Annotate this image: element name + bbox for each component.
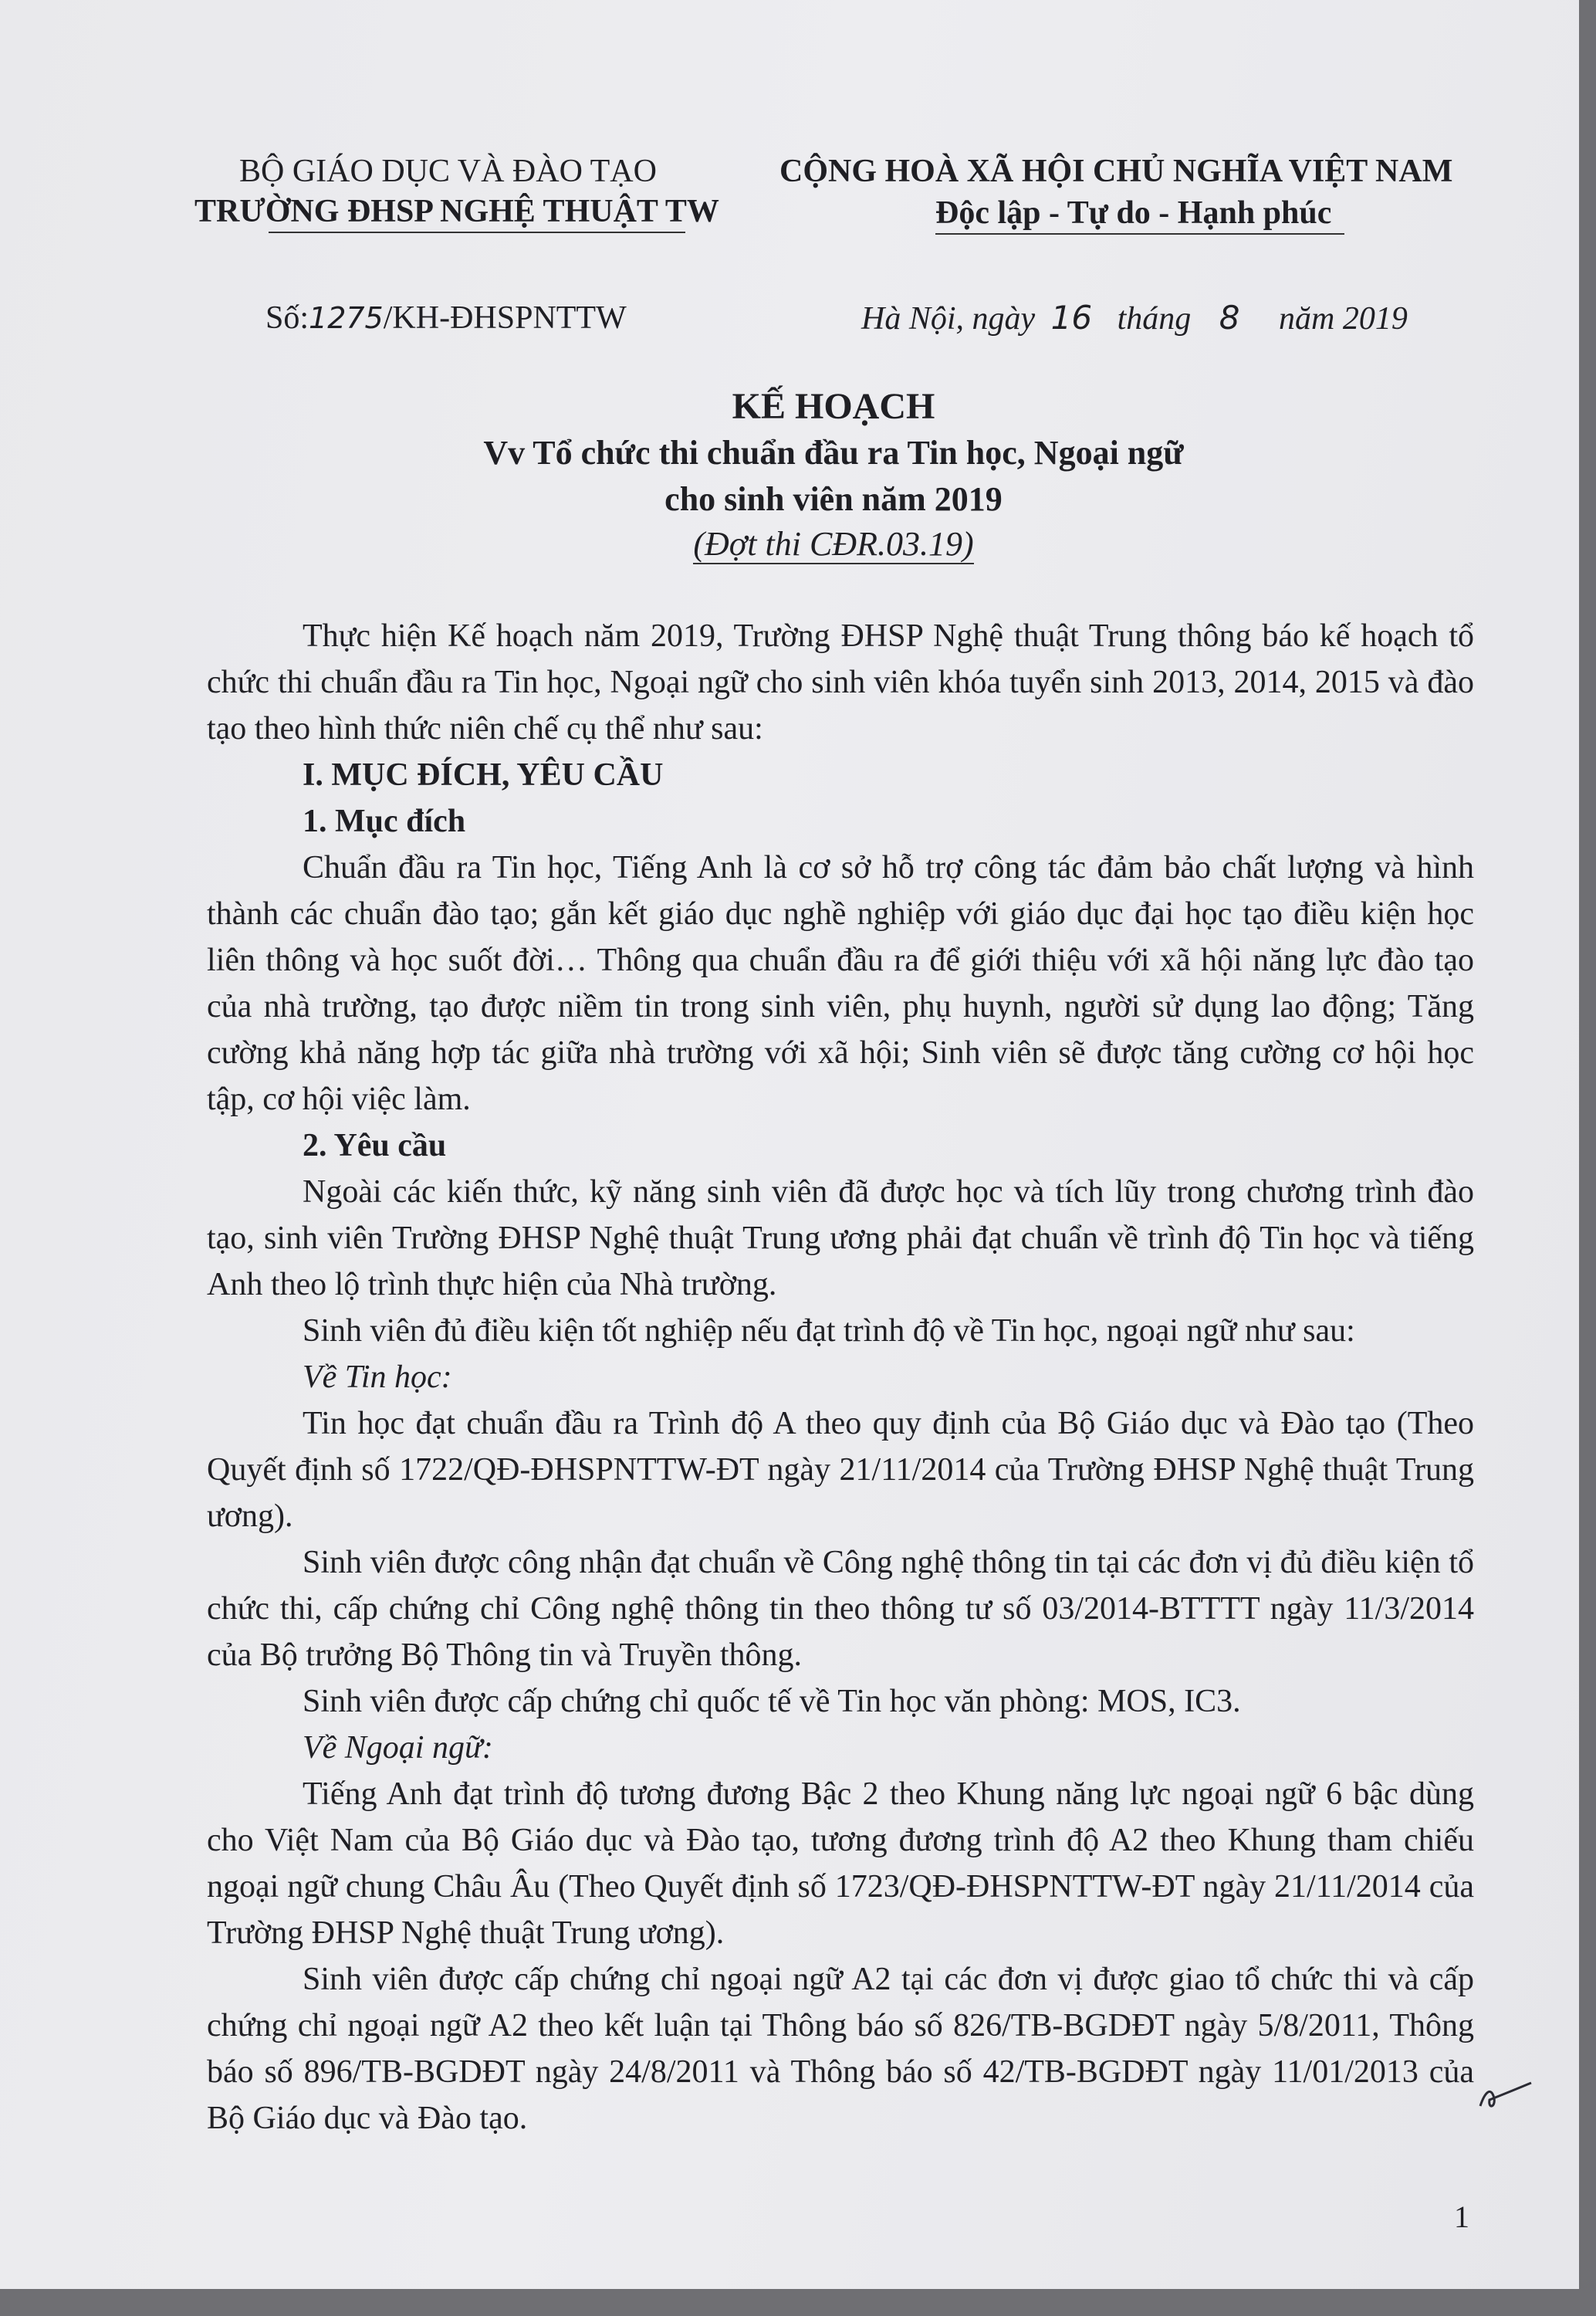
number-suffix: /KH-ĐHSPNTTW <box>383 300 627 336</box>
republic-name: CỘNG HOÀ XÃ HỘI CHỦ NGHĨA VIỆT NAM <box>779 154 1453 189</box>
document-subject: Vv Tổ chức thi chuẩn đầu ra Tin học, Ngoại ngữ <box>483 434 1184 472</box>
school-underline <box>269 232 685 233</box>
purpose-paragraph: Chuẩn đầu ra Tin học, Tiếng Anh là cơ sở hỗ trợ công tác đảm bảo chất lượng và hình thành các chuẩn đào tạo; gắn kết giáo dục nghề nghiệp với giáo dục đại học tạo điều kiện học liên thông và học suốt đời… Thông qua chuẩn đầu ra để giới thiệu với xã hội năng lực đào tạo của nhà trường, tạo được niềm tin trong sinh viên, phụ huynh, người sử dụng lao động; Tăng cường khả năng hợp tác giữa nhà trường với xã hội; Sinh viên sẽ được tăng cường cơ hội học tập, cơ hội việc làm. <box>207 850 1474 1117</box>
subsection-purpose: 1. Mục đích <box>303 804 466 839</box>
requirements-paragraph: Ngoài các kiến thức, kỹ năng sinh viên đã được học và tích lũy trong chương trình đào tạo, sinh viên Trường ĐHSP Nghệ thuật Trung ương phải đạt chuẩn về trình độ Tin học và tiếng Anh theo lộ trình thực hiện của Nhà trường. <box>207 1174 1474 1302</box>
number-label: Số: <box>265 300 309 336</box>
number-handwritten: 1275 <box>309 301 384 335</box>
motto-underline <box>935 233 1344 235</box>
date-year: năm 2019 <box>1279 301 1408 337</box>
language-paragraph-2: Sinh viên được cấp chứng chỉ ngoại ngữ A2 tại các đơn vị được giao tổ chức thi và cấp chứng chỉ ngoại ngữ A2 theo kết luận tại Thông báo số 826/TB-BGDĐT ngày 5/8/2011, Thông báo số 896/TB-BGDĐT ngày 24/8/2011 và Thông báo số 42/TB-BGDĐT ngày 11/01/2013 của Bộ Giáo dục và Đào tạo. <box>207 1962 1474 2136</box>
it-paragraph-3: Sinh viên được cấp chứng chỉ quốc tế về Tin học văn phòng: MOS, IC3. <box>303 1684 1241 1719</box>
language-heading: Về Ngoại ngữ: <box>303 1730 493 1766</box>
intro-paragraph: Thực hiện Kế hoạch năm 2019, Trường ĐHSP Nghệ thuật Trung thông báo kế hoạch tổ chức thi chuẩn đầu ra Tin học, Ngoại ngữ cho sinh viên khóa tuyển sinh 2013, 2014, 2015 và đào tạo theo hình thức niên chế cụ thể như sau: <box>207 618 1474 747</box>
document-date <box>861 298 1408 339</box>
date-place: Hà Nội, ngày <box>861 301 1036 337</box>
it-paragraph-1: Tin học đạt chuẩn đầu ra Trình độ A theo quy định của Bộ Giáo dục và Đào tạo (Theo Quyết định số 1722/QĐ-ĐHSPNTTW-ĐT ngày 21/11/2014 của Trường ĐHSP Nghệ thuật Trung ương). <box>207 1406 1474 1534</box>
initial-stroke <box>1480 2083 1531 2106</box>
school-name: TRƯỜNG ĐHSP NGHỆ THUẬT TW <box>194 194 719 229</box>
document-title: KẾ HOẠCH <box>732 386 935 427</box>
ministry-name: BỘ GIÁO DỤC VÀ ĐÀO TẠO <box>239 154 657 189</box>
date-month: 8 <box>1219 299 1240 337</box>
graduation-condition: Sinh viên đủ điều kiện tốt nghiệp nếu đạt trình độ về Tin học, ngoại ngữ như sau: <box>303 1313 1355 1349</box>
language-paragraph-1: Tiếng Anh đạt trình độ tương đương Bậc 2 theo Khung năng lực ngoại ngữ 6 bậc dùng cho Việt Nam của Bộ Giáo dục và Đào tạo, tương đương trình độ A2 theo Khung tham chiếu ngoại ngữ chung Châu Âu (Theo Quyết định số 1723/QĐ-ĐHSPNTTW-ĐT ngày 21/11/2014 của Trường ĐHSP Nghệ thuật Trung ương). <box>207 1776 1474 1951</box>
document-number <box>265 298 627 338</box>
initial-mark <box>1474 2077 1536 2115</box>
section-heading: I. MỤC ĐÍCH, YÊU CẦU <box>303 757 664 793</box>
exam-batch-text: (Đợt thi CĐR.03.19) <box>693 525 974 563</box>
national-motto: Độc lập - Tự do - Hạnh phúc <box>935 195 1332 231</box>
it-heading: Về Tin học: <box>303 1359 452 1395</box>
date-month-label: tháng <box>1117 301 1192 337</box>
page-number: 1 <box>1454 2199 1469 2234</box>
document-subject-line2: cho sinh viên năm 2019 <box>664 480 1003 518</box>
exam-batch <box>340 522 1327 567</box>
it-paragraph-2: Sinh viên được công nhận đạt chuẩn về Công nghệ thông tin tại các đơn vị đủ điều kiện tổ chức thi, cấp chứng chỉ Công nghệ thông tin theo thông tư số 03/2014-BTTTT ngày 11/3/2014 của Bộ trưởng Bộ Thông tin và Truyền thông. <box>207 1545 1474 1673</box>
document-body <box>207 613 1474 2142</box>
date-day: 16 <box>1050 299 1093 337</box>
subsection-requirements: 2. Yêu cầu <box>303 1128 447 1163</box>
